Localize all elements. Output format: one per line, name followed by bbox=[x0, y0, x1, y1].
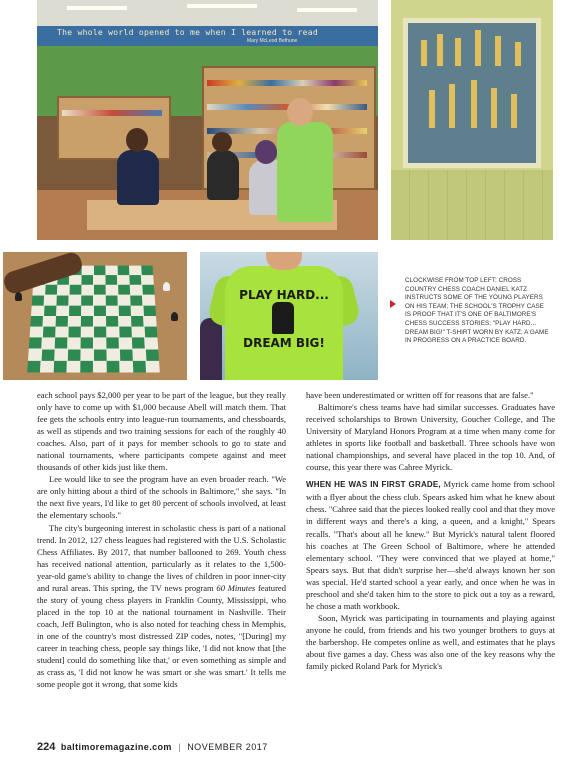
board-square bbox=[56, 316, 68, 327]
books-row bbox=[62, 110, 162, 116]
trophy bbox=[475, 30, 481, 66]
books-row bbox=[207, 80, 367, 86]
chess-piece bbox=[163, 282, 170, 291]
board-square bbox=[119, 327, 132, 338]
program-title: 60 Minutes bbox=[216, 582, 256, 593]
banner-quote: The whole world opened to me when I learned to read bbox=[57, 28, 318, 37]
paragraph bbox=[306, 478, 555, 612]
board-square bbox=[55, 338, 68, 349]
section-lead-in: WHEN HE WAS IN FIRST GRADE, bbox=[306, 480, 441, 490]
board-square bbox=[94, 305, 106, 315]
trophy bbox=[421, 40, 427, 66]
board-square bbox=[94, 349, 107, 360]
paragraph: Soon, Myrick was participating in tournaments and playing against anyone he could, from friends and his two younger brothers to guys at the barbershop. He competes online as well, and estimates that he plays about five games a day. Chess was also one of the key reasons why the family picked Roland Park for Myrick's bbox=[306, 612, 555, 672]
student-head bbox=[126, 128, 148, 152]
chess-piece bbox=[15, 292, 22, 301]
trophy bbox=[429, 90, 435, 128]
board-square bbox=[94, 285, 106, 295]
board-square bbox=[145, 349, 158, 360]
trophy bbox=[515, 42, 521, 66]
board-square bbox=[81, 295, 93, 305]
board-square bbox=[133, 361, 146, 373]
board-square bbox=[105, 275, 117, 285]
trophy-case-photo bbox=[391, 0, 553, 240]
board-square bbox=[30, 316, 43, 327]
trophy bbox=[511, 94, 517, 128]
ceiling-light bbox=[297, 8, 357, 12]
bookshelf bbox=[57, 96, 171, 160]
ceiling-light bbox=[187, 4, 257, 8]
article-column-right bbox=[306, 389, 555, 672]
ceiling-light bbox=[67, 6, 127, 10]
paragraph-text: The city's burgeoning interest in scholastic chess is part of a national trend. In 2012, 127 chess leagues had registered with the U.S. Scholastic Chess Affiliates. By 2017, that number ballooned to 269. Youth chess has received national attention, particularly as it relates to the 1,500-year-old game's ability to change the lives of children in poor inner-city and rural areas. This spring, the TV news program bbox=[37, 522, 286, 593]
student-head bbox=[255, 140, 277, 164]
photo-caption: CLOCKWISE FROM TOP LEFT: CROSS COUNTRY CHESS COACH DANIEL KATZ INSTRUCTS SOME OF THE YOUNG PLAYERS ON HIS TEAM; THE SCHOOL'S TROPHY CASE IS PROOF THAT IT'S ONE OF BALTIMORE'S CHESS SUCCESS STORIES; "PLAY HARD... DREAM BIG!" T-SHIRT WORN BY KATZ; A GAME IN PROGRESS ON A PRACTICE BOARD. bbox=[405, 277, 549, 345]
caption-arrow-icon bbox=[390, 300, 396, 308]
board-square bbox=[41, 349, 54, 360]
board-square bbox=[32, 295, 44, 305]
board-square bbox=[130, 295, 142, 305]
board-square bbox=[54, 361, 67, 373]
page-footer bbox=[37, 741, 268, 753]
trophy bbox=[449, 84, 455, 128]
board-square bbox=[141, 266, 153, 275]
board-square bbox=[94, 266, 105, 275]
board-square bbox=[68, 327, 80, 338]
board-square bbox=[118, 285, 130, 295]
paragraph-text: featured the story of young chess players in Franklin County, Mississippi, who placed in the top 10 at the national tournament in Nashville. Their coach, Jeff Bulington, who is also noted for teaching chess in Memphis, in one of the country's most distressed ZIP codes, notes, "[During] my career in teaching chess, people say things like, 'I did not know that [the student] could do something like that,' or even something as simple and as crass as, 'I did not know he was smart or she was smart.' It tells me some people got it wrong, that some kids bbox=[37, 582, 286, 690]
footer-separator: | bbox=[178, 742, 181, 752]
board-square bbox=[44, 305, 56, 315]
board-square bbox=[132, 338, 145, 349]
board-square bbox=[29, 338, 42, 349]
student bbox=[117, 150, 159, 205]
paragraph: have been underestimated or written off for reasons that are false." bbox=[306, 390, 534, 400]
board-square bbox=[131, 316, 144, 327]
paragraph bbox=[37, 522, 286, 691]
board-square bbox=[56, 295, 68, 305]
banner-attribution: Mary McLeod Bethune bbox=[247, 38, 298, 44]
website-link[interactable]: baltimoremagazine.com bbox=[60, 742, 172, 752]
student bbox=[207, 150, 239, 200]
board-square bbox=[117, 266, 129, 275]
board-square bbox=[142, 285, 154, 295]
board-square bbox=[106, 338, 119, 349]
trophy bbox=[471, 80, 477, 128]
board-square bbox=[69, 305, 81, 315]
student-head bbox=[212, 132, 232, 152]
paragraph: Lee would like to see the program have an even broader reach. "We are only hitting about a third of the schools in Baltimore," she says. "In the next five years, I'd like to get 80 percent of schools involved, at least the elementary schools." bbox=[37, 474, 286, 521]
board-square bbox=[144, 327, 157, 338]
board-square bbox=[106, 295, 118, 305]
child bbox=[200, 318, 222, 380]
board-square bbox=[106, 316, 118, 327]
board-square bbox=[107, 361, 120, 373]
board-square bbox=[69, 285, 81, 295]
article-column-left bbox=[37, 389, 286, 690]
board-square bbox=[94, 327, 106, 338]
board-square bbox=[81, 316, 93, 327]
board-square bbox=[42, 327, 55, 338]
board-square bbox=[27, 361, 40, 373]
paragraph: each school pays $2,000 per year to be part of the league, but they really only have to come up with $1,000 because Abell will match them. That fee gets the schools entry into league-run tournaments, and chessboards, as well as stipends and two training sessions for each of the roughly 40 coaches. Also, part of it pays for member schools to go to state and national tournaments, where participants compete against and meet thousands of other kids just like them. bbox=[37, 390, 286, 473]
tshirt-photo bbox=[200, 252, 378, 380]
paragraph-text: Myrick came home from school with a flyer about the chess club. Spears asked him what he knew about chess. "Cahree said that the pieces looked really cool and that they move in different ways and there's a king, a queen, and a knight," Spears recalls. "That's about all he knew." But Myrick's natural talent floored his coaches at The Green School of Baltimore, where he attended elementary school. "They were convinced that we played at home," Spears says. But that didn't surprise her—she'd always known her son was special. He'd started school a year early, and once when he was in preschool and she'd taken him to the store to pick out a toy as a reward, he chose a math workbook. bbox=[306, 479, 555, 611]
coach-head bbox=[287, 98, 313, 126]
page-number: 224 bbox=[37, 741, 56, 753]
trophy bbox=[455, 38, 461, 66]
trophy bbox=[491, 88, 497, 128]
board-square bbox=[143, 305, 156, 315]
board-square bbox=[45, 285, 57, 295]
board-square bbox=[129, 275, 141, 285]
board-square bbox=[80, 361, 93, 373]
board-square bbox=[67, 349, 80, 360]
paragraph: Baltimore's chess teams have had similar successes. Graduates have received scholarships to Brown University, Goucher College, and The University of Maryland Honors Program at a time when many come for athletes in sports like football and basketball. Three schools have won national championships, and several have placed in the top 10. And, of course, this year there was Cahree Myrick. bbox=[306, 402, 555, 473]
chessboard-photo bbox=[3, 252, 187, 380]
board-square bbox=[81, 338, 93, 349]
issue-date: NOVEMBER 2017 bbox=[187, 742, 268, 752]
library-photo bbox=[37, 0, 378, 240]
green-tshirt bbox=[225, 266, 343, 380]
board-square bbox=[119, 349, 132, 360]
shirt-text-top: PLAY HARD... bbox=[239, 288, 329, 302]
chess-king-icon bbox=[272, 302, 294, 334]
coach bbox=[277, 122, 333, 222]
board-square bbox=[81, 275, 93, 285]
trophy bbox=[437, 34, 443, 66]
tile-wall bbox=[391, 170, 553, 240]
board-square bbox=[118, 305, 130, 315]
trophy bbox=[495, 36, 501, 66]
shirt-text-bottom: DREAM BIG! bbox=[243, 336, 325, 350]
chess-piece bbox=[171, 312, 178, 321]
